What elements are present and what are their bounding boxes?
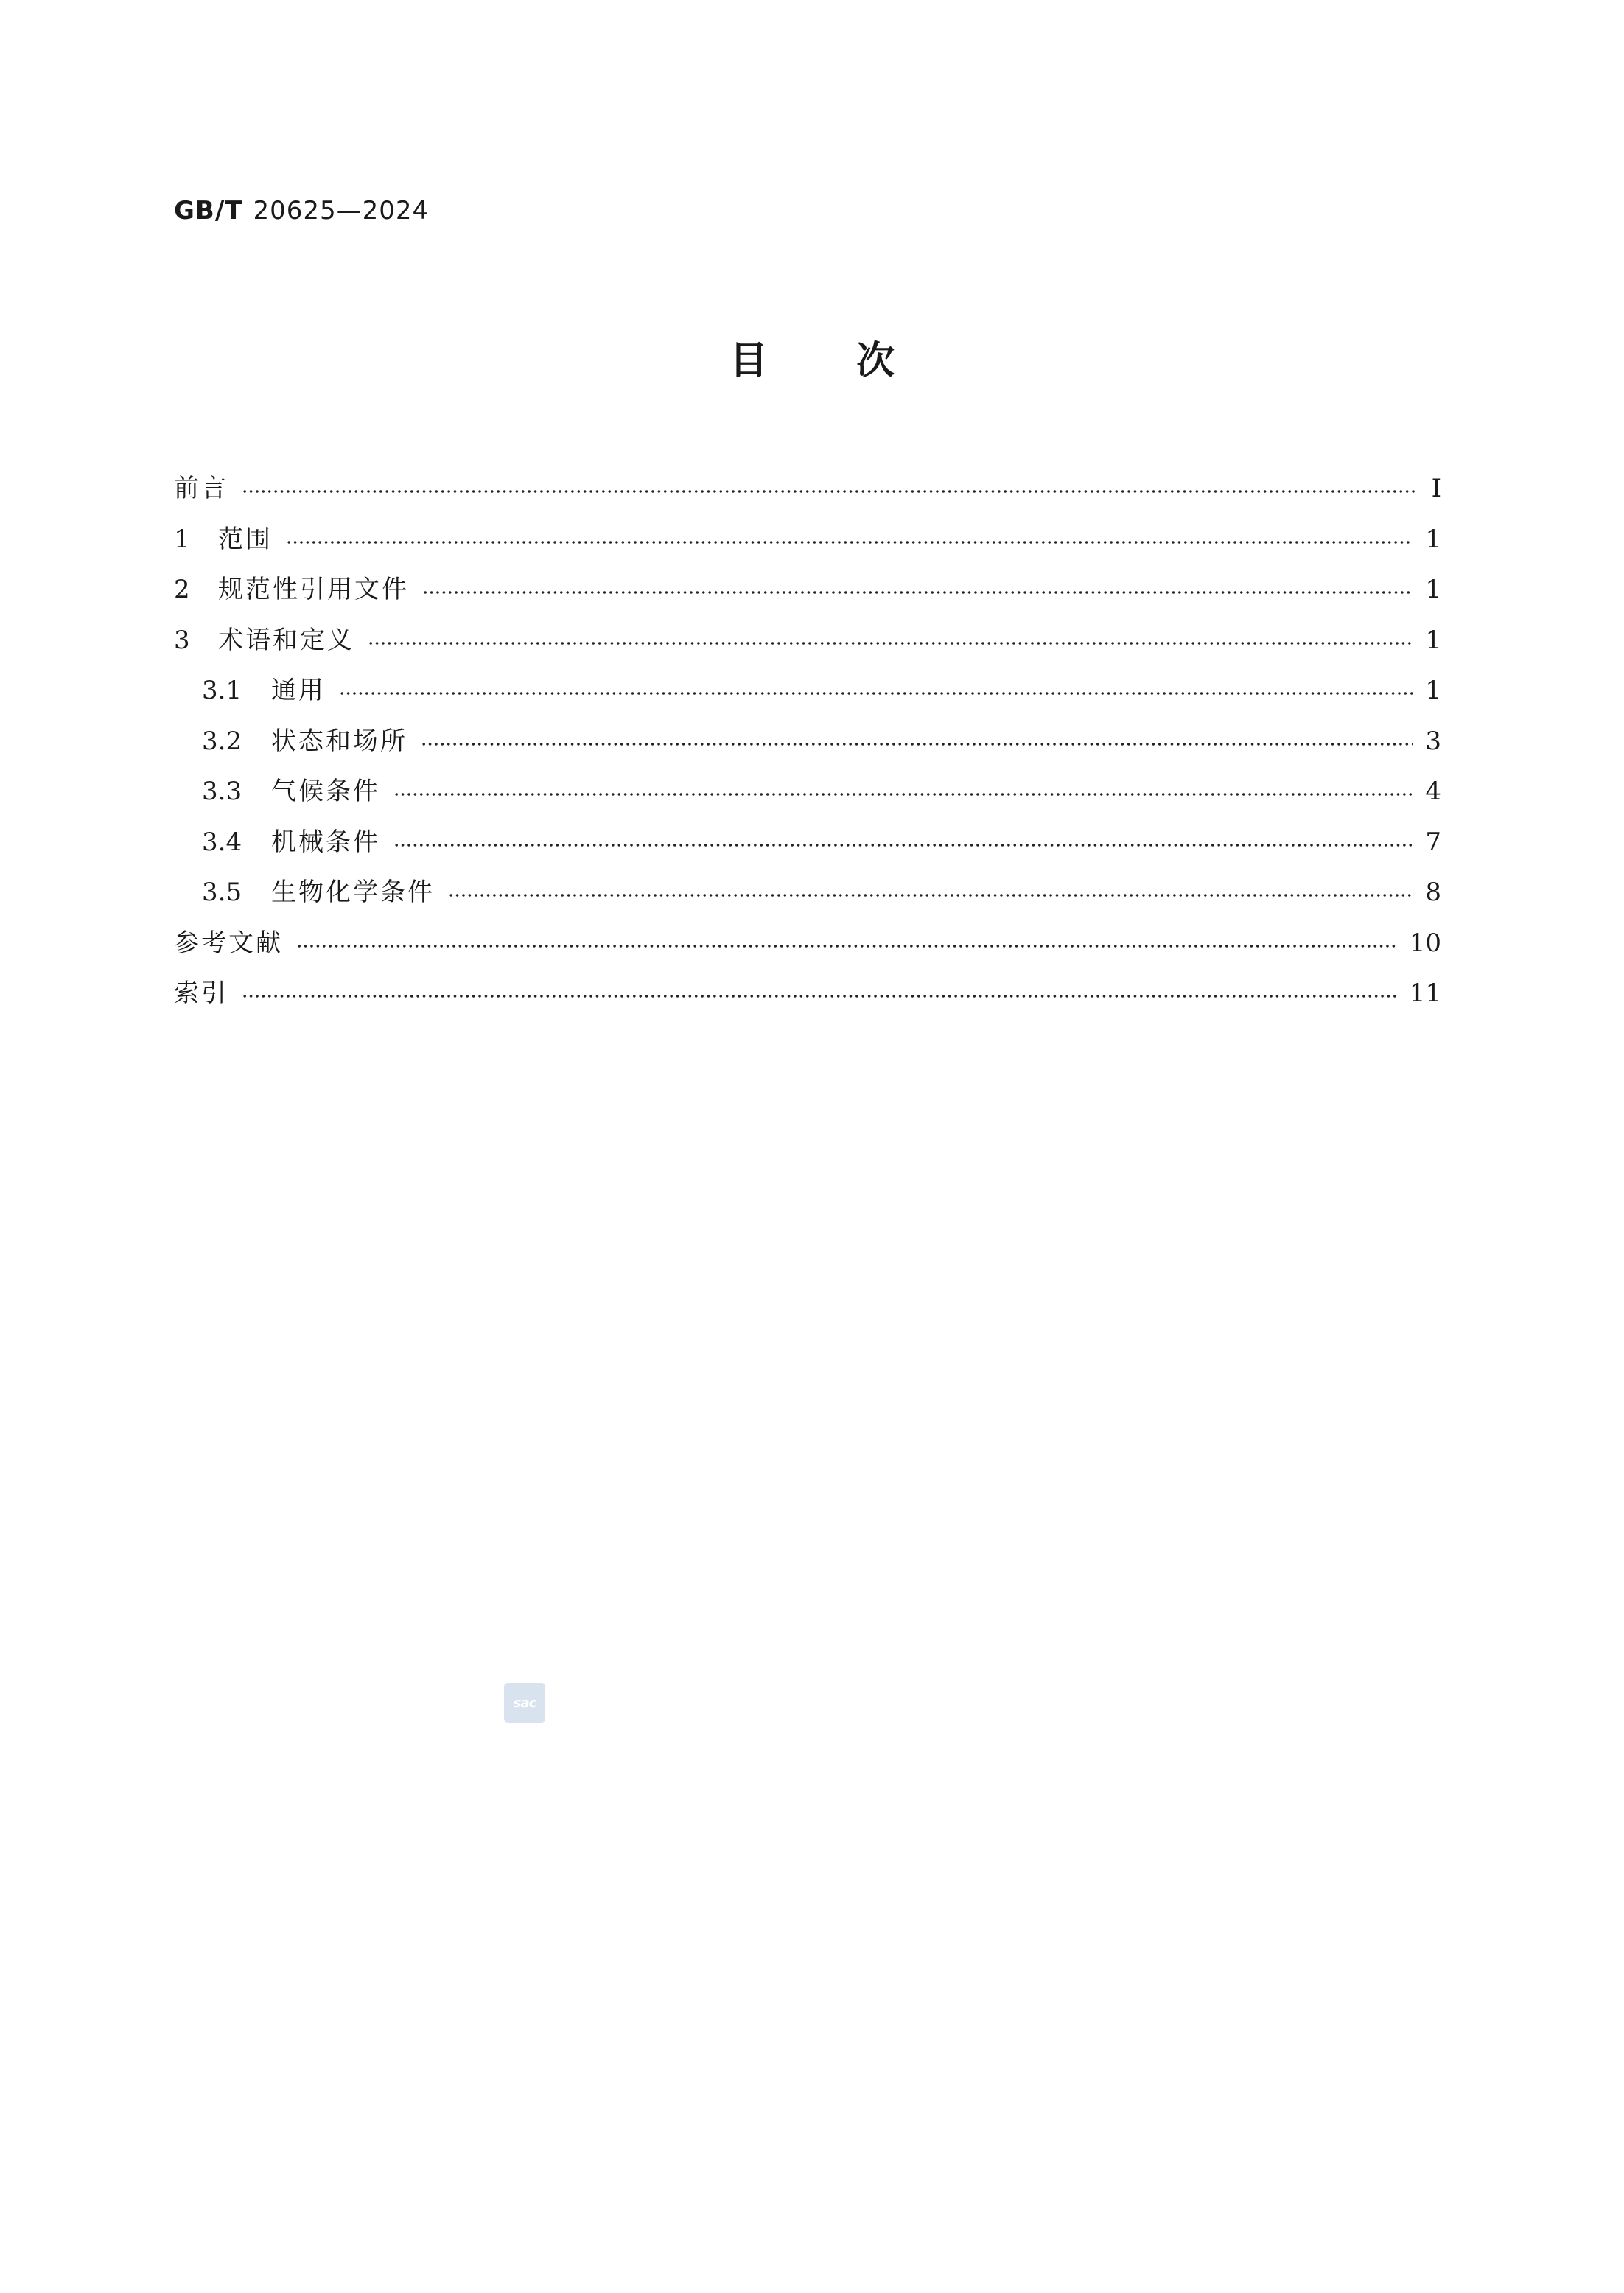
- toc-entry-label: 前言: [174, 474, 228, 504]
- toc-title: 目次: [729, 339, 983, 383]
- toc-entry-page: 1: [1425, 524, 1441, 554]
- toc-entry-label: 机械条件: [271, 827, 380, 857]
- toc-entry-bibliography[interactable]: [174, 918, 1441, 969]
- toc-entry-label: 状态和场所: [271, 726, 407, 756]
- toc-entry-label: 范围: [218, 524, 273, 554]
- table-of-contents: [174, 463, 1441, 1019]
- toc-entry-climatic-conditions[interactable]: [174, 766, 1441, 817]
- toc-entry-page: 1: [1425, 625, 1441, 655]
- sac-logo: sac: [504, 1683, 545, 1723]
- toc-entry-label: 术语和定义: [218, 625, 354, 655]
- dot-leader: [368, 642, 1413, 645]
- toc-entry-number: 3.1: [202, 676, 242, 706]
- toc-entry-label: 规范性引用文件: [218, 575, 409, 605]
- toc-entry-page: 10: [1409, 928, 1441, 958]
- toc-entry-label: 索引: [174, 979, 228, 1009]
- toc-entry-number: 3.3: [202, 777, 242, 807]
- toc-entry-general[interactable]: [174, 665, 1441, 716]
- toc-entry-index[interactable]: [174, 968, 1441, 1019]
- toc-entry-page: Ⅰ: [1431, 474, 1441, 504]
- dot-leader: [242, 490, 1418, 493]
- doc-number: 20625—2024: [253, 196, 430, 225]
- toc-entry-normative-references[interactable]: [174, 564, 1441, 615]
- toc-entry-page: 1: [1425, 676, 1441, 706]
- toc-entry-foreword[interactable]: [174, 463, 1441, 514]
- toc-entry-number: 2: [174, 575, 190, 605]
- dot-leader: [242, 995, 1398, 998]
- toc-entry-page: 7: [1425, 827, 1441, 857]
- toc-entry-page: 8: [1425, 878, 1441, 908]
- dot-leader: [339, 692, 1413, 695]
- toc-entry-number: 3.5: [202, 878, 242, 908]
- toc-entry-scope[interactable]: [174, 514, 1441, 565]
- dot-leader: [422, 591, 1413, 594]
- toc-entry-page: 1: [1425, 575, 1441, 605]
- toc-entry-states-locations[interactable]: [174, 716, 1441, 767]
- toc-entry-page: 11: [1409, 979, 1441, 1009]
- toc-entry-biochemical-conditions[interactable]: [174, 867, 1441, 918]
- doc-prefix: GB/T: [174, 196, 243, 225]
- dot-leader: [393, 793, 1413, 796]
- toc-entry-number: 3.4: [202, 827, 242, 857]
- toc-entry-terms-definitions[interactable]: [174, 615, 1441, 666]
- dot-leader: [286, 541, 1413, 544]
- toc-entry-label: 通用: [271, 676, 326, 706]
- toc-entry-number: 3.2: [202, 726, 242, 756]
- toc-entry-number: 1: [174, 524, 190, 554]
- document-number: [174, 193, 429, 228]
- dot-leader: [296, 945, 1398, 948]
- toc-entry-page: 4: [1425, 777, 1441, 807]
- toc-entry-number: 3: [174, 625, 190, 655]
- toc-entry-label: 参考文献: [174, 928, 283, 958]
- dot-leader: [393, 844, 1413, 847]
- toc-entry-mechanical-conditions[interactable]: [174, 817, 1441, 868]
- toc-entry-page: 3: [1425, 726, 1441, 756]
- dot-leader: [448, 894, 1413, 897]
- toc-entry-label: 气候条件: [271, 777, 380, 807]
- toc-entry-label: 生物化学条件: [271, 878, 435, 908]
- dot-leader: [421, 743, 1413, 746]
